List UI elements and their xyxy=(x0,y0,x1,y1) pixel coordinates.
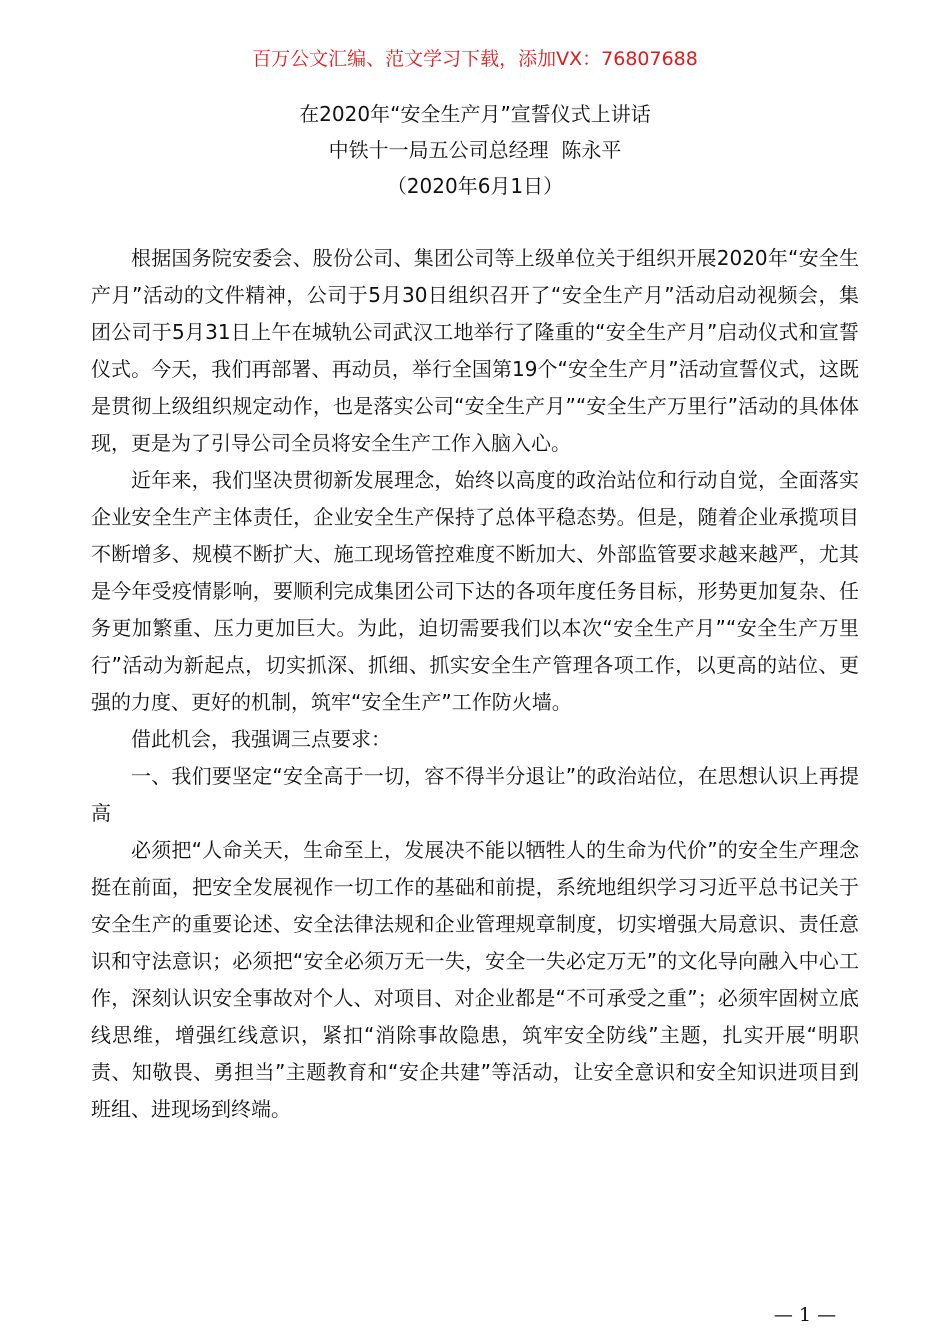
document-body xyxy=(91,240,859,1128)
paragraph-section-1: 必须把“人命关天，生命至上，发展决不能以牺牲人的生命为代价”的安全生产理念挺在前面，把安全发展视作一切工作的基础和前提，系统地组织学习习近平总书记关于安全生产的重要论述、安全法律法规和企业管理规章制度，切实增强大局意识、责任意识和守法意识；必须把“安全必须万无一失，安全一失必定万无”的文化导向融入中心工作，深刻认识安全事故对个人、对项目、对企业都是“不可承受之重”；必须牢固树立底线思维，增强红线意识，紧扣“消除事故隐患，筑牢安全防线”主题，扎实开展“明职责、知敬畏、勇担当”主题教育和“安企共建”等活动，让安全意识和安全知识进项目到班组、进现场到终端。 xyxy=(91,838,859,1121)
paragraph-transition: 借此机会，我强调三点要求： xyxy=(131,727,391,751)
promo-header: 百万公文汇编、范文学习下载，添加VX：76807688 xyxy=(252,48,698,70)
speaker-line: 中铁十一局五公司总经理 陈永平 xyxy=(328,138,622,162)
paragraph-background: 近年来，我们坚决贯彻新发展理念，始终以高度的政治站位和行动自觉，全面落实企业安全生产主体责任，企业安全生产保持了总体平稳态势。但是，随着企业承揽项目不断增多、规模不断扩大、施工现场管控难度不断加大、外部监管要求越来越严，尤其是今年受疫情影响，要顺利完成集团公司下达的各项年度任务目标，形势更加复杂、任务更加繁重、压力更加巨大。为此，迫切需要我们以本次“安全生产月”“安全生产万里行”活动为新起点，切实抓深、抓细、抓实安全生产管理各项工作，以更高的站位、更强的力度、更好的机制，筑牢“安全生产”工作防火墙。 xyxy=(91,468,859,714)
section-heading-1: 一、我们要坚定“安全高于一切，容不得半分退让”的政治站位，在思想认识上再提高 xyxy=(91,764,859,825)
paragraph-intro: 根据国务院安委会、股份公司、集团公司等上级单位关于组织开展2020年“安全生产月”活动的文件精神，公司于5月30日组织召开了“安全生产月”活动启动视频会，集团公司于5月31日上午在城轨公司武汉工地举行了隆重的“安全生产月”启动仪式和宣誓仪式。今天，我们再部署、再动员，举行全国第19个“安全生产月”活动宣誓仪式，这既是贯彻上级组织规定动作，也是落实公司“安全生产月”“安全生产万里行”活动的具体体现，更是为了引导公司全员将安全生产工作入脑入心。 xyxy=(91,246,859,455)
document-title: 在2020年“安全生产月”宣誓仪式上讲话 xyxy=(299,102,651,126)
speech-date: （2020年6月1日） xyxy=(386,174,564,198)
document-title-block xyxy=(0,96,950,204)
page-number: — 1 — xyxy=(773,1304,837,1326)
